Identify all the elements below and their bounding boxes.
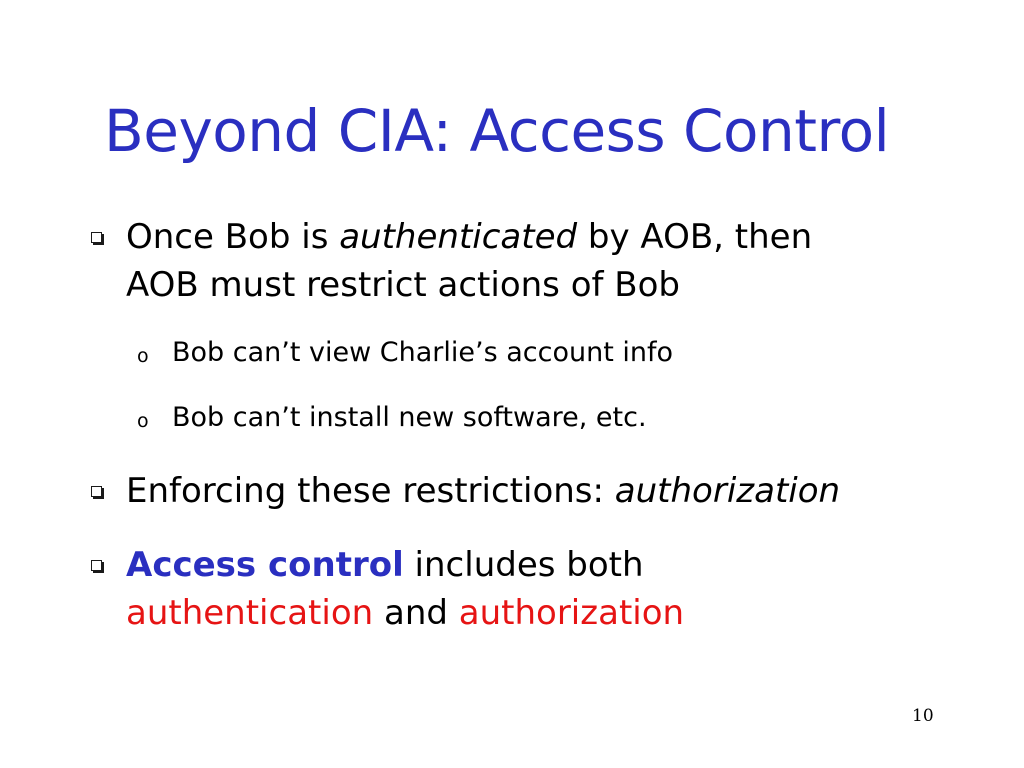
- bullet-3-line-2: [126, 589, 684, 637]
- bullet-1-line-2: AOB must restrict actions of Bob: [126, 265, 680, 305]
- bullet-3-text-a: includes both: [403, 545, 644, 585]
- page-number: 10: [912, 706, 934, 726]
- bullet-2-italic: authorization: [614, 471, 841, 511]
- bullet-2-text-a: Enforcing these restrictions:: [126, 471, 615, 511]
- bullet-3-and: and: [373, 593, 459, 633]
- o-bullet-icon: o: [137, 345, 149, 367]
- authorization-term: authorization: [458, 593, 685, 633]
- bullet-3-line-1: [126, 541, 644, 589]
- authentication-term: authentication: [126, 593, 374, 633]
- square-bullet-icon: [91, 486, 102, 497]
- bullet-1-text-b: by AOB, then: [577, 217, 813, 257]
- bullet-1-line-1: [126, 213, 812, 261]
- slide-title: Beyond CIA: Access Control: [104, 97, 890, 165]
- bullet-1-text-a: Once Bob is: [126, 217, 340, 257]
- sub-bullet-1: Bob can’t view Charlie’s account info: [172, 337, 674, 368]
- bullet-1-italic: authenticated: [339, 217, 578, 257]
- o-bullet-icon: o: [137, 410, 149, 432]
- square-bullet-icon: [91, 232, 102, 243]
- bullet-2: [126, 467, 840, 515]
- sub-bullet-2: Bob can’t install new software, etc.: [172, 402, 647, 433]
- access-control-term: Access control: [126, 545, 404, 585]
- square-bullet-icon: [91, 560, 102, 571]
